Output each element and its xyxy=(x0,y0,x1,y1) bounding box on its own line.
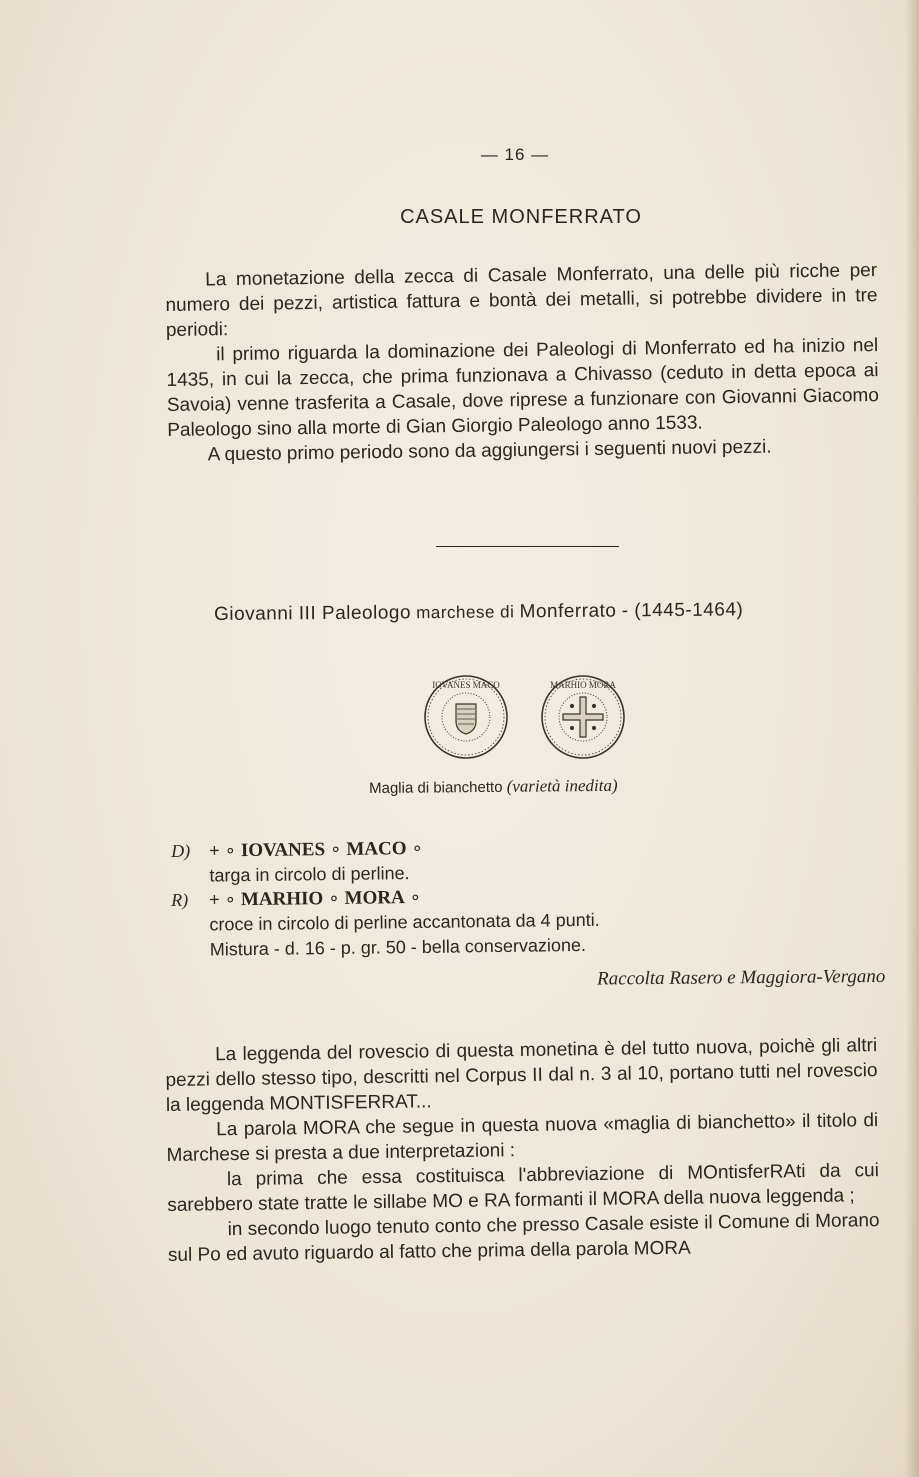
reverse-sep: ∘ xyxy=(328,887,340,909)
reverse-legend-2: MORA xyxy=(344,887,405,909)
page-number: — 16 — xyxy=(480,145,550,164)
reverse-description xyxy=(171,883,600,963)
obverse-suffix: ∘ xyxy=(411,837,423,859)
commentary-text xyxy=(165,1033,880,1268)
obverse-label: D) xyxy=(171,840,191,861)
commentary-paragraph-4: in secondo luogo tenuto conto che presso Casale esiste il Comune di Morano sul Po ed avuto riguardo al fatto che prima della parola MORA xyxy=(167,1210,880,1266)
coin-details: Mistura - d. 16 - p. gr. 50 - bella conservazione. xyxy=(209,934,587,960)
coin-obverse-legend: IOVANES MACO xyxy=(432,680,500,690)
ruler-dates: - (1445-1464) xyxy=(621,599,744,622)
coin-reverse-image xyxy=(542,676,624,758)
section-title: CASALE MONFERRATO xyxy=(400,206,642,228)
intro-text xyxy=(165,258,880,468)
ruler-heading xyxy=(214,599,743,626)
intro-paragraph-1: La monetazione della zecca di Casale Monferrato, una delle più ricche per numero dei pezzi, artistica fattura e bontà dei metalli, si potrebbe dividere in tre periodi: xyxy=(165,260,878,341)
obverse-prefix: + ∘ xyxy=(209,840,237,861)
obverse-type: targa in circolo di perline. xyxy=(209,863,410,886)
reverse-prefix: + ∘ xyxy=(209,889,237,910)
coin-reverse-legend: MARHIO MORA xyxy=(550,680,616,690)
commentary-paragraph-3: la prima che essa costituisca l'abbreviazione di MOntisferRAti da cui sarebbero state tratte le sillabe MO e RA formanti il MORA della nuova leggenda ; xyxy=(167,1160,879,1216)
reverse-label: R) xyxy=(171,889,189,910)
coin-caption xyxy=(369,776,618,798)
commentary-paragraph-1: La leggenda del rovescio di questa monetina è del tutto nuova, poichè gli altri pezzi dello stesso tipo, descritti nel Corpus II dal n. 3 al 10, portano tutti nel rovescio la leggenda MONTISFERRAT... xyxy=(165,1035,878,1116)
intro-paragraph-3: A questo primo periodo sono da aggiungersi i seguenti nuovi pezzi. xyxy=(207,436,772,466)
section-divider xyxy=(436,546,619,547)
reverse-legend-1: MARHIO xyxy=(240,888,324,911)
coin-caption-variety: (varietà inedita) xyxy=(506,775,618,796)
obverse-legend-2: MACO xyxy=(346,838,407,860)
coin-obverse-image xyxy=(425,676,507,758)
coin-illustration xyxy=(421,672,631,762)
ruler-territory: Monferrato xyxy=(519,600,617,623)
coin-caption-text: Maglia di bianchetto xyxy=(369,778,503,797)
obverse-sep: ∘ xyxy=(329,838,342,860)
reverse-suffix: ∘ xyxy=(409,886,422,908)
intro-paragraph-2: il primo riguarda la dominazione dei Paleologi di Monferrato ed ha inizio nel 1435, in cui la zecca, che prima funzionava a Chivasso (ceduto in detta epoca ai Savoia) venne trasferita a Casale, dove riprese a funzionare con Giovanni Giacomo Paleologo sino alla morte di Gian Giorgio Paleologo anno 1533. xyxy=(166,335,879,441)
collection-source: Raccolta Rasero e Maggiora-Vergano xyxy=(596,966,886,990)
ruler-title: marchese di xyxy=(416,602,515,623)
commentary-paragraph-2: La parola MORA che segue in questa nuova «maglia di bianchetto» il titolo di Marchese si presta a due interpretazioni : xyxy=(166,1110,879,1166)
ruler-name: Giovanni III Paleologo xyxy=(214,602,412,625)
obverse-legend-1: IOVANES xyxy=(240,839,326,862)
reverse-type: croce in circolo di perline accantonata da 4 punti. xyxy=(209,909,600,935)
obverse-description xyxy=(171,836,423,889)
